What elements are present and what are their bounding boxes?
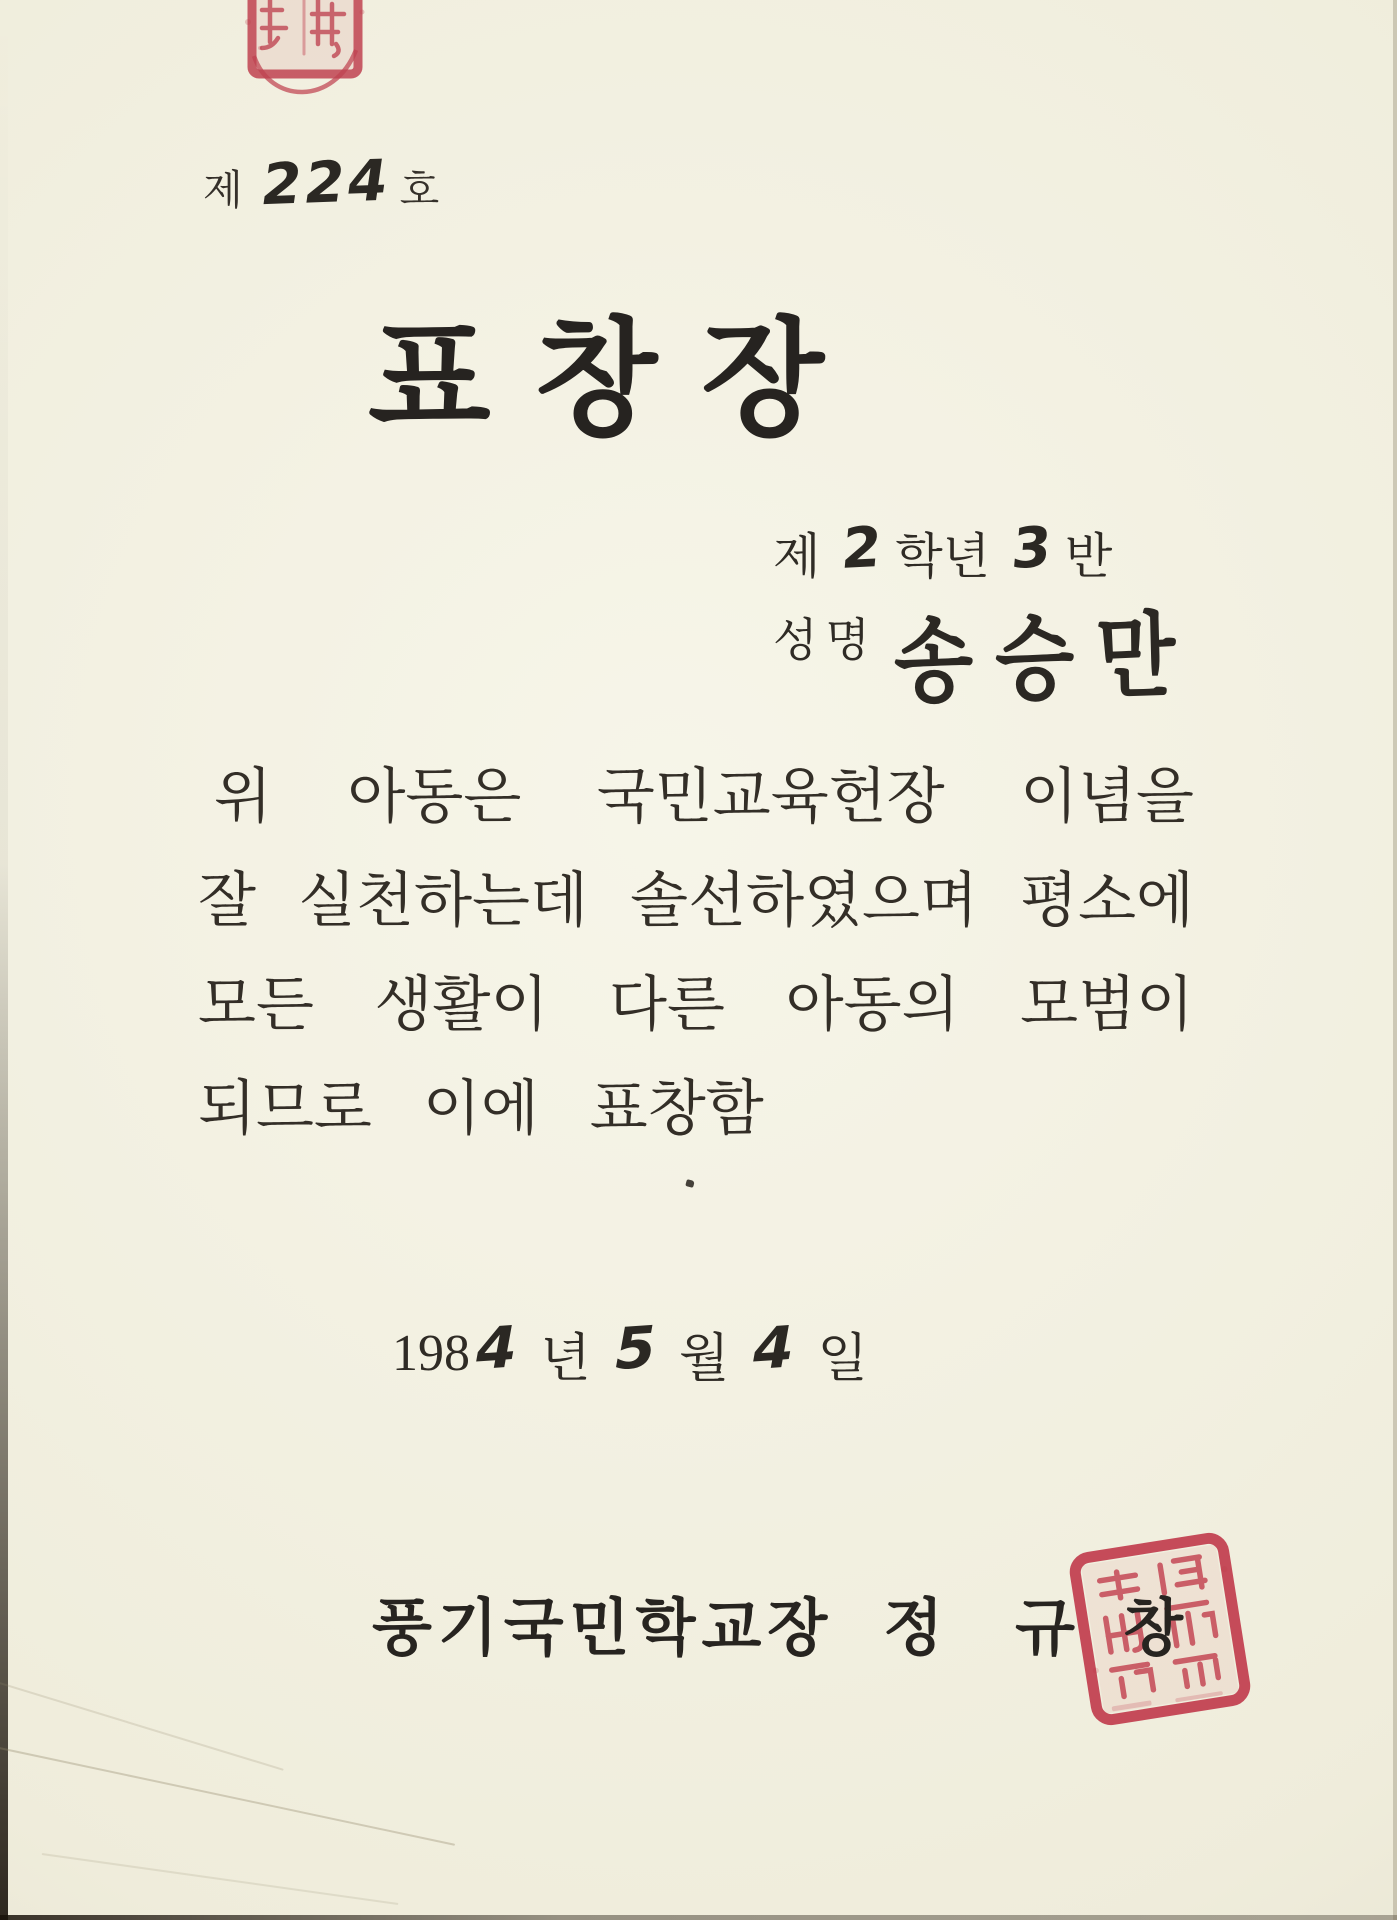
date-day-handwritten: 4 — [746, 1312, 800, 1384]
scan-edge-right — [1393, 0, 1397, 1920]
class-unit: 반 — [1064, 528, 1113, 584]
grade-prefix: 제 — [773, 528, 821, 584]
date-year-printed: 198 — [392, 1324, 470, 1382]
official-stamp-top-icon — [240, 0, 372, 112]
recipient-name-handwritten: 송승만 — [892, 602, 1199, 717]
principal-name-char-1: 정 — [883, 1595, 944, 1663]
paper-crease — [0, 1746, 455, 1846]
doc-number-prefix: 제 — [203, 166, 250, 213]
date-year-unit: 년 — [540, 1330, 591, 1388]
citation-line-3: 모든 생활이 다른 아동의 모범이 — [198, 972, 1194, 1038]
document-number-line — [203, 147, 447, 222]
school-principal-title: 풍기국민학교장 — [372, 1595, 834, 1663]
paper-speck — [685, 1179, 695, 1188]
recipient-name-line — [773, 590, 1199, 717]
scan-edge-left — [0, 0, 8, 1920]
paper-crease — [42, 1853, 399, 1905]
name-label: 성명 — [773, 615, 878, 666]
principal-name-char-2: 규 — [1015, 1595, 1076, 1663]
date-day-unit: 일 — [817, 1330, 868, 1388]
doc-number-handwritten: 224 — [256, 147, 395, 219]
principal-name-char-3: 창 — [1123, 1595, 1183, 1663]
scan-edge-bottom — [0, 1915, 1397, 1920]
citation-line-2: 잘 실천하는데 솔선하였으며 평소에 — [198, 868, 1194, 934]
grade-value-handwritten: 2 — [839, 515, 885, 582]
certificate-title: 표창장 — [368, 311, 869, 451]
date-line — [392, 1314, 868, 1392]
doc-number-suffix: 호 — [399, 166, 447, 213]
grade-class-line — [773, 516, 1118, 589]
issuer-line — [372, 1578, 1183, 1667]
citation-line-1: 위 아동은 국민교육헌장 이념을 — [214, 764, 1194, 830]
date-month-unit: 월 — [678, 1330, 730, 1388]
date-month-handwritten: 5 — [608, 1312, 662, 1384]
date-year-handwritten: 4 — [469, 1312, 523, 1384]
grade-unit: 학년 — [895, 528, 990, 584]
class-value-handwritten: 3 — [1009, 515, 1054, 582]
citation-line-4: 되므로 이에 표창함 — [198, 1076, 764, 1142]
